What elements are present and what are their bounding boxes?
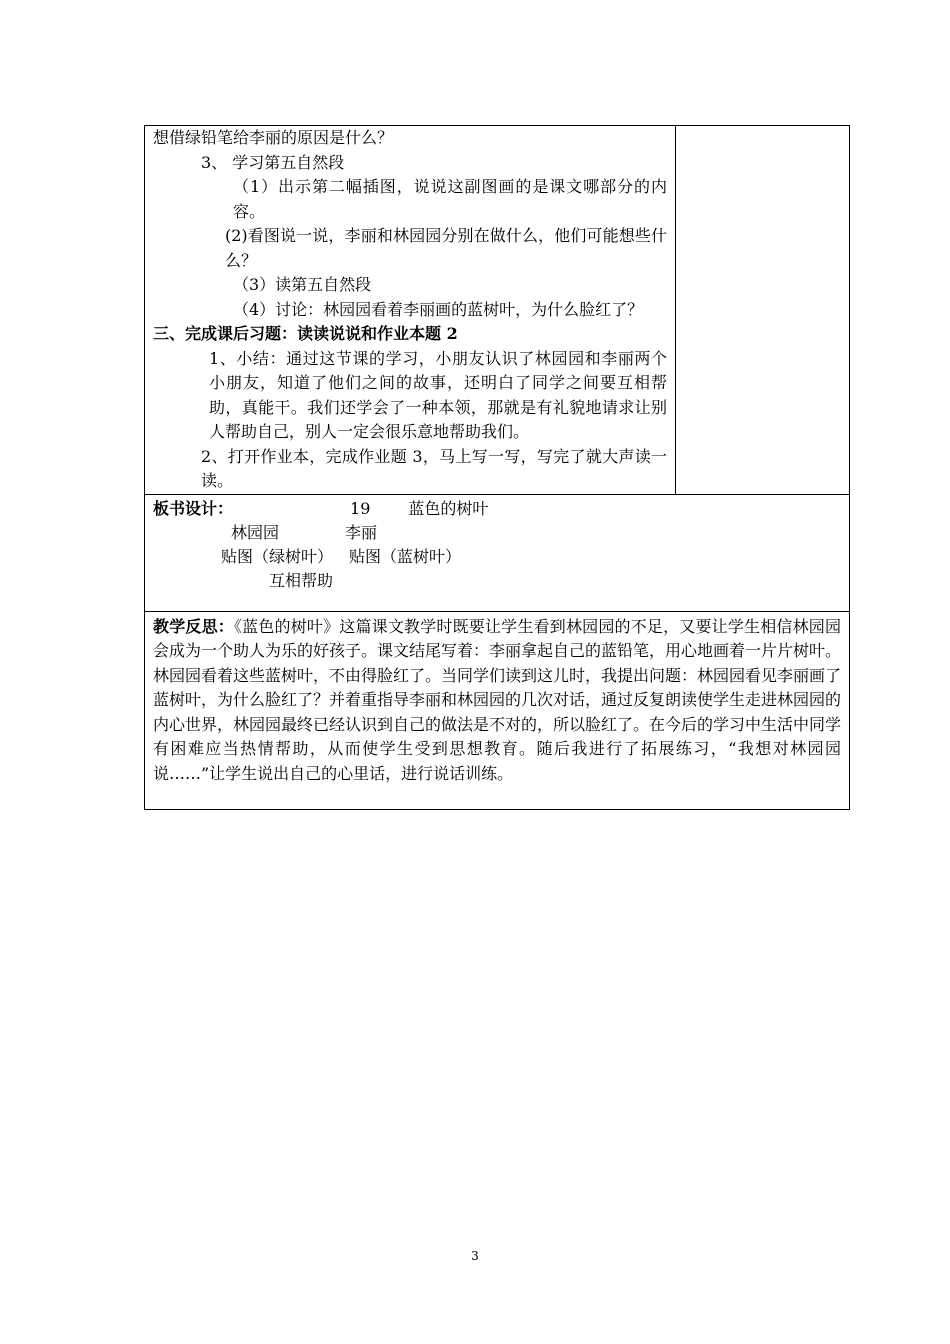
- board-theme: 互相帮助: [269, 570, 334, 590]
- step-3-sub-4: （4）讨论：林园园看着李丽画的蓝树叶，为什么脸红了？: [233, 299, 644, 319]
- reflection-label: 教学反思：: [153, 616, 234, 636]
- question-continuation: 想借绿铅笔给李丽的原因是什么？: [153, 128, 394, 147]
- step-3-sub-1: （1）出示第二幅插图，说说这副图画的是课文哪部分的内容。: [233, 177, 667, 221]
- reflection-row: [145, 611, 850, 810]
- board-design-label: 板书设计：: [153, 498, 234, 518]
- section-3-heading: 三、完成课后习题：读读说说和作业本题 2: [153, 324, 458, 343]
- lesson-title: 蓝色的树叶: [408, 498, 489, 518]
- lesson-plan-table: [144, 125, 850, 810]
- procedure-row: [145, 126, 850, 495]
- board-item-1: 贴图（绿树叶）: [221, 546, 334, 566]
- reflection-text: 《蓝色的树叶》这篇课文教学时既要让学生看到林园园的不足，又要让学生相信林园园会成为一个助人为乐的好孩子。课文结尾写着：李丽拿起自己的蓝铅笔，用心地画着一片片树叶。林园园看着这些蓝树叶，不由得脸红了。当同学们读到这儿时，我提出问题：林园园看见李丽画了蓝树叶，为什么脸红了？并着重指导李丽和林园园的几次对话，通过反复朗读使学生走进林园园的内心世界，林园园最终已经认识到自己的做法是不对的，所以脸红了。在今后的学习中生活中同学有困难应当热情帮助，从而使学生受到思想教育。随后我进行了拓展练习，“我想对林园园说……”让学生说出自己的心里话，进行说话训练。: [153, 616, 842, 783]
- reflection-cell: [145, 611, 850, 810]
- homework-paragraph: 2、打开作业本，完成作业题 3，马上写一写，写完了就大声读一读。: [201, 446, 667, 490]
- board-name-2: 李丽: [345, 522, 378, 542]
- board-name-1: 林园园: [231, 522, 280, 542]
- board-design-row: [145, 494, 850, 611]
- step-3-heading: 3、 学习第五自然段: [201, 152, 345, 172]
- step-3-sub-2: (2)看图说一说，李丽和林园园分别在做什么，他们可能想些什么？: [225, 226, 667, 270]
- board-design-cell: [145, 494, 850, 611]
- lesson-number: 19: [350, 498, 371, 518]
- procedure-cell: [145, 126, 676, 495]
- page-number: 3: [471, 1249, 479, 1263]
- step-3-sub-3: （3）读第五自然段: [233, 275, 372, 294]
- board-item-2: 贴图（蓝树叶）: [349, 546, 462, 566]
- summary-paragraph: 1、小结：通过这节课的学习，小朋友认识了林园园和李丽两个小朋友，知道了他们之间的故事，还明白了同学之间要互相帮助，真能干。我们还学会了一种本领，那就是有礼貌地请求让别人帮助自己，别人一定会很乐意地帮助我们。: [209, 348, 667, 441]
- notes-cell: [676, 126, 850, 495]
